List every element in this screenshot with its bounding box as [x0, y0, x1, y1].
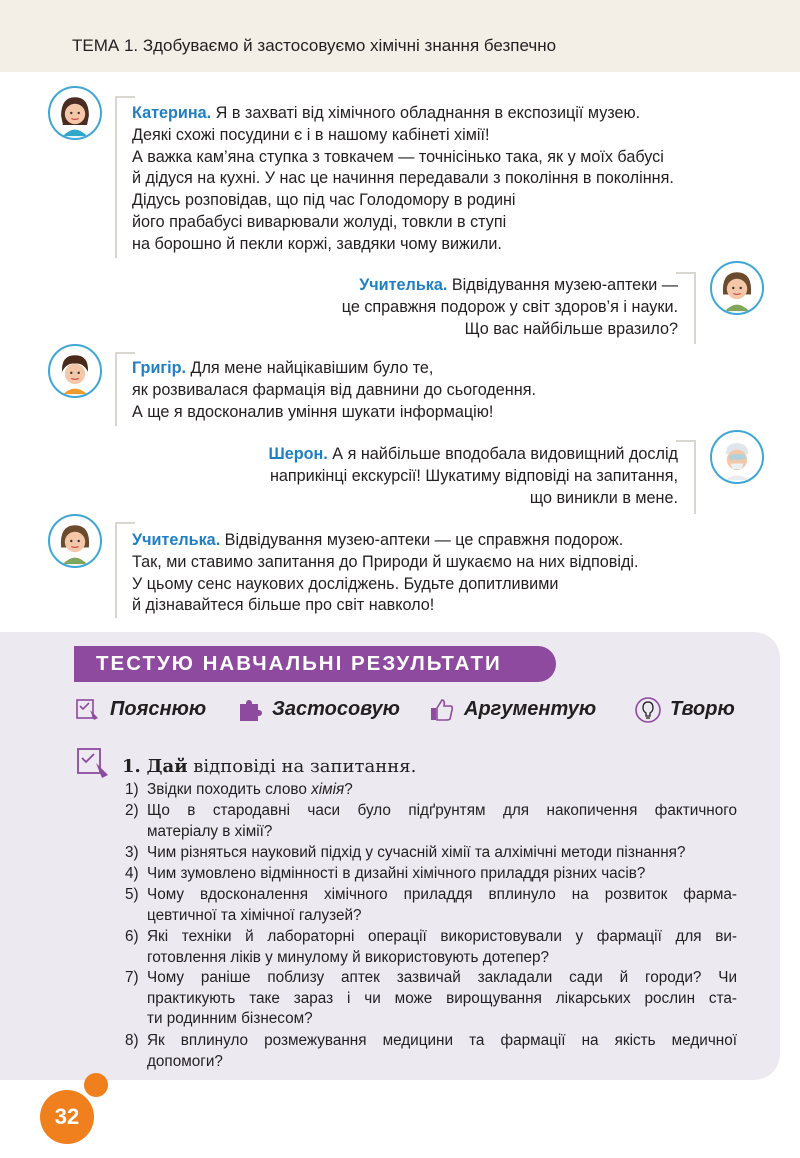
speaker-name: Катерина.	[132, 104, 212, 122]
speech-line: на борошно й пекли коржі, завдяки чому вижили.	[132, 234, 502, 253]
avatar-katerina	[48, 86, 102, 140]
question-number: 6)	[125, 928, 139, 945]
bubble-frame	[676, 440, 696, 514]
speech-line: Що вас найбільше вразило?	[464, 319, 678, 338]
avatar-teacher	[48, 514, 102, 568]
question-number: 4)	[125, 865, 139, 882]
speaker-name: Григір.	[132, 359, 187, 377]
speech-line: Учителька. Відвідування музею-аптеки —	[359, 276, 678, 294]
skill-label: Аргументую	[464, 698, 597, 720]
skill-label: Застосовую	[272, 698, 400, 720]
page-number: 32	[54, 1104, 80, 1129]
speech-line: наприкінці екскурсії! Шукатиму відповіді на запитання,	[269, 466, 678, 485]
question-number: 5)	[125, 886, 139, 903]
speech-line: Деякі схожі посудини є і в нашому кабінеті хімії!	[132, 125, 490, 144]
thumbs-icon	[428, 696, 456, 724]
speech-line: У цьому сенс наукових досліджень. Будьте допитливими	[132, 574, 559, 593]
speech-line: Дідусь розповідав, що під час Голодомору в родині	[132, 191, 516, 210]
speech-line: Так, ми ставимо запитання до Природи й шукаємо на них відповіді.	[132, 552, 639, 571]
speech-line: й дідуся на кухні. У нас це начиння передавали з покоління в покоління.	[132, 169, 674, 188]
question-number: 3)	[125, 844, 139, 861]
speaker-name: Учителька.	[359, 276, 448, 294]
question-number: 8)	[125, 1032, 139, 1049]
speech-hryhir	[132, 358, 536, 423]
speech-line: А важка кам’яна ступка з товкачем — точнісінько така, як у моїх бабусі	[132, 147, 664, 166]
section-ribbon	[74, 646, 556, 682]
checklist-icon	[74, 745, 114, 781]
page-title: ТЕМА 1. Здобуваємо й застосовуємо хімічні знання безпечно	[72, 36, 557, 55]
skill-label: Творю	[670, 698, 735, 720]
speech-teacher-1	[342, 275, 678, 340]
speech-teacher-2	[132, 530, 638, 617]
question-number: 2)	[125, 802, 139, 819]
checklist-icon	[74, 696, 102, 724]
section-title: ТЕСТУЮ НАВЧАЛЬНІ РЕЗУЛЬТАТИ	[96, 652, 502, 675]
task-heading: 1. Дай відповіді на запитання.	[122, 756, 417, 777]
question-number: 1)	[125, 781, 139, 798]
avatar-hryhir	[48, 344, 102, 398]
speech-line: Григір. Для мене найцікавішим було те,	[132, 359, 434, 377]
avatar-teacher	[710, 261, 764, 315]
speech-line: що виникли в мене.	[529, 488, 678, 507]
speech-line: як розвивалася фармація від давнини до сьогодення.	[132, 380, 536, 399]
puzzle-icon	[236, 696, 264, 724]
speech-line: й дізнавайтеся більше про світ навколо!	[132, 596, 435, 615]
skill-label: Пояснюю	[110, 698, 207, 720]
question-number: 7)	[125, 969, 139, 986]
speaker-name: Учителька.	[132, 531, 221, 549]
speech-line: його прабабусі виварювали жолуді, товкли в ступі	[132, 212, 507, 231]
bubble-frame	[676, 272, 696, 344]
speech-line: Учителька. Відвідування музею-аптеки — це справжня подорож.	[132, 531, 624, 549]
speech-line: це справжня подорож у світ здоров’я і науки.	[341, 297, 678, 316]
speech-line: Шерон. А я найбільше вподобала видовищний дослід	[268, 445, 678, 463]
decor-dot	[84, 1073, 108, 1097]
speech-line: Катерина. Я в захваті від хімічного обладнання в експозиції музею.	[132, 104, 641, 122]
speech-line: А ще я вдосконалив уміння шукати інформацію!	[132, 402, 494, 421]
speech-sheron	[268, 444, 678, 509]
page-header	[0, 0, 800, 72]
speech-katerina	[132, 103, 674, 256]
lightbulb-icon	[634, 696, 662, 724]
avatar-sheron	[710, 430, 764, 484]
speaker-name: Шерон.	[268, 445, 328, 463]
